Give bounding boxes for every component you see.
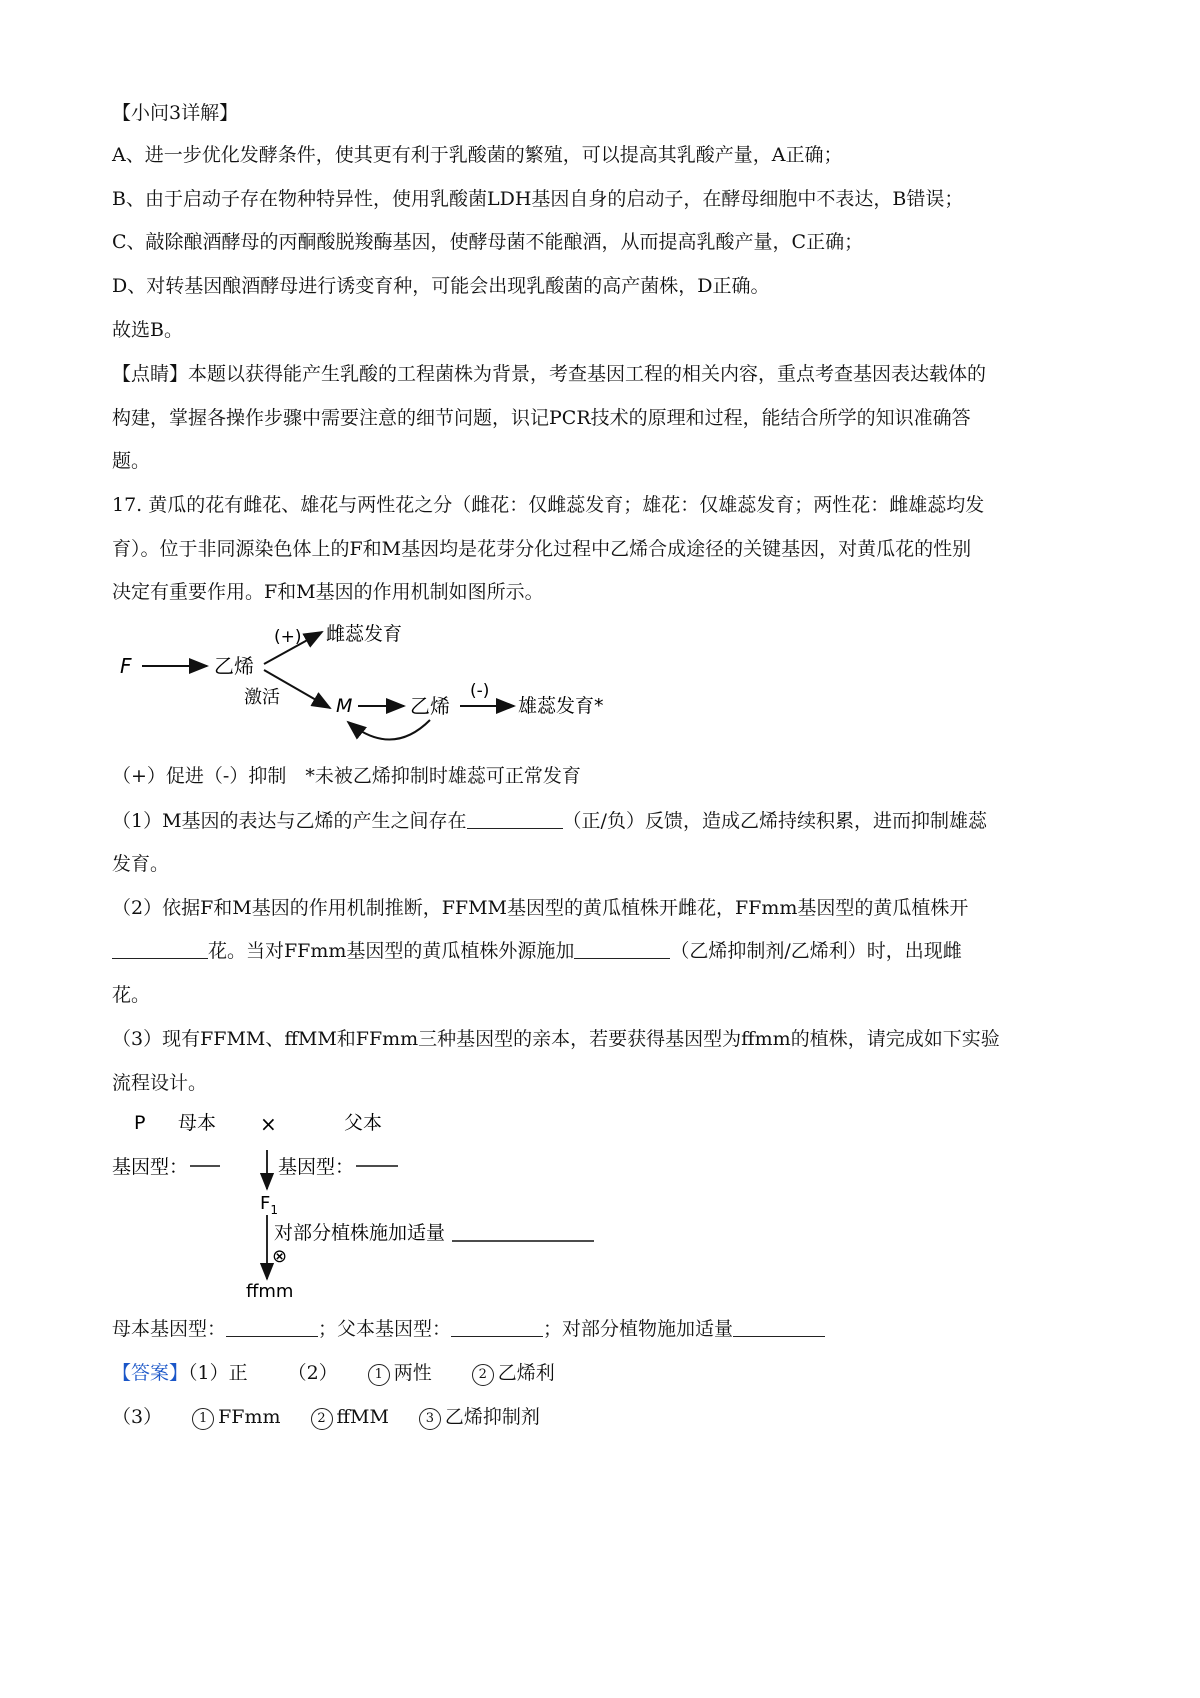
activate-label: 激活 xyxy=(244,687,280,708)
pistil-development-label: 雌蕊发育 xyxy=(326,623,403,645)
comment-line-1: 【点睛】本题以获得能产生乳酸的工程菌株为背景，考查基因工程的相关内容，重点考查基因表达载体的 xyxy=(112,363,987,385)
answer-blank-4 xyxy=(226,1316,318,1337)
answer-q2-label: （2） xyxy=(287,1362,338,1384)
answer-label: 【答案】 xyxy=(112,1362,189,1384)
question-part-3: （3）现有FFMM、ffMM和FFmm三种基因型的亲本，若要获得基因型为ffmm的植株，请完成如下实验 xyxy=(112,1028,1000,1050)
answer-q2-2: 乙烯利 xyxy=(497,1362,555,1384)
answer-blank-3 xyxy=(574,938,670,959)
apply-treatment-label: 对部分植株施加适量 xyxy=(274,1222,446,1244)
mother-label: 母本 xyxy=(178,1112,217,1134)
answer-line-2 xyxy=(112,1404,540,1430)
question-17-line-3: 决定有重要作用。F和M基因的作用机制如图所示。 xyxy=(112,581,544,603)
f1-letter: F xyxy=(260,1193,271,1214)
section-heading: 【小问3详解】 xyxy=(112,102,239,124)
mechanism-diagram xyxy=(112,620,672,760)
part-1-text-b: （正/负）反馈，造成乙烯持续积累，进而抑制雄蕊 xyxy=(562,810,987,832)
explanation-c: C、敲除酿酒酵母的丙酮酸脱羧酶基因，使酵母菌不能酿酒，从而提高乳酸产量，C正确； xyxy=(112,231,864,253)
inhibit-sign: (-) xyxy=(470,681,490,701)
diagram-legend: （+）促进（-）抑制 *未被乙烯抑制时雄蕊可正常发育 xyxy=(112,765,581,787)
mother-genotype-label: 基因型： xyxy=(112,1156,189,1178)
answer-line-1 xyxy=(112,1360,555,1386)
part-2-text-b: （乙烯抑制剂/乙烯利）时，出现雌 xyxy=(670,940,962,962)
explanation-d: D、对转基因酿酒酵母进行诱变育种，可能会出现乳酸菌的高产菌株，D正确。 xyxy=(112,275,770,297)
answer-q3-1: FFmm xyxy=(218,1406,281,1428)
question-part-3-cont: 流程设计。 xyxy=(112,1072,208,1094)
answer-q3-3: 乙烯抑制剂 xyxy=(444,1406,540,1428)
promote-sign: (+) xyxy=(274,627,302,647)
question-17-line-2: 育）。位于非同源染色体上的F和M基因均是花芽分化过程中乙烯合成途径的关键基因，对黄瓜花的性别 xyxy=(112,538,972,560)
answer-q2-1: 两性 xyxy=(393,1362,432,1384)
question-part-2-end: 花。 xyxy=(112,984,151,1006)
explanation-a: A、进一步优化发酵条件，使其更有利于乳酸菌的繁殖，可以提高其乳酸产量，A正确； xyxy=(112,144,843,166)
parent-generation-label: P xyxy=(134,1112,146,1134)
feedback-arrow xyxy=(348,720,430,740)
gene-f-label: F xyxy=(120,654,132,678)
cross-symbol: × xyxy=(260,1112,277,1136)
breeding-flow-diagram xyxy=(112,1105,672,1305)
stamen-development-label: 雄蕊发育* xyxy=(518,695,604,717)
comment-line-2: 构建，掌握各操作步骤中需要注意的细节问题，识记PCR技术的原理和过程，能结合所学的知识准确答 xyxy=(112,407,971,429)
circled-number-3: 3 xyxy=(419,1408,441,1430)
father-genotype-label: 基因型： xyxy=(278,1156,355,1178)
question-part-2: （2）依据F和M基因的作用机制推断，FFMM基因型的黄瓜植株开雌花，FFmm基因型的黄瓜植株开 xyxy=(112,897,969,919)
question-part-1 xyxy=(112,808,987,834)
circled-number-2: 2 xyxy=(472,1364,494,1386)
explanation-b: B、由于启动子存在物种特异性，使用乳酸菌LDH基因自身的启动子，在酵母细胞中不表达，B错误； xyxy=(112,188,964,210)
part-2-text-a: 花。当对FFmm基因型的黄瓜植株外源施加 xyxy=(208,940,575,962)
comment-line-3: 题。 xyxy=(112,450,151,472)
treatment-prompt: ；对部分植物施加适量 xyxy=(543,1318,734,1340)
ethylene-label-2: 乙烯 xyxy=(410,694,450,718)
part-1-text-a: （1）M基因的表达与乙烯的产生之间存在 xyxy=(112,810,467,832)
answer-q3-label: （3） xyxy=(112,1406,163,1428)
f1-label xyxy=(260,1193,278,1217)
answer-q1: （1）正 xyxy=(188,1362,248,1384)
question-part-2-cont xyxy=(112,938,962,964)
answer-q3-2: ffMM xyxy=(336,1406,389,1428)
answer-blank-6 xyxy=(733,1316,825,1337)
offspring-genotype-label: ffmm xyxy=(246,1281,294,1302)
answer-blank-2 xyxy=(112,938,208,959)
question-17-line-1: 17. 黄瓜的花有雌花、雄花与两性花之分（雌花：仅雌蕊发育；雄花：仅雄蕊发育；两性花：雌雄蕊均发 xyxy=(112,494,985,516)
answer-blank-5 xyxy=(451,1316,543,1337)
mother-genotype-prompt: 母本基因型： xyxy=(112,1318,227,1340)
circled-number-1b: 1 xyxy=(192,1408,214,1430)
father-label: 父本 xyxy=(344,1112,383,1134)
gene-m-label: M xyxy=(336,695,353,717)
conclusion: 故选B。 xyxy=(112,319,183,341)
f1-subscript: 1 xyxy=(270,1203,278,1217)
father-genotype-prompt: ；父本基因型： xyxy=(318,1318,452,1340)
ethylene-label-1: 乙烯 xyxy=(214,654,254,678)
circled-number-1: 1 xyxy=(368,1364,390,1386)
answer-blank-1 xyxy=(467,808,563,829)
fill-in-line xyxy=(112,1316,825,1342)
circled-number-2b: 2 xyxy=(311,1408,333,1430)
question-part-1-cont: 发育。 xyxy=(112,853,170,875)
selfing-symbol: ⊗ xyxy=(272,1246,288,1267)
